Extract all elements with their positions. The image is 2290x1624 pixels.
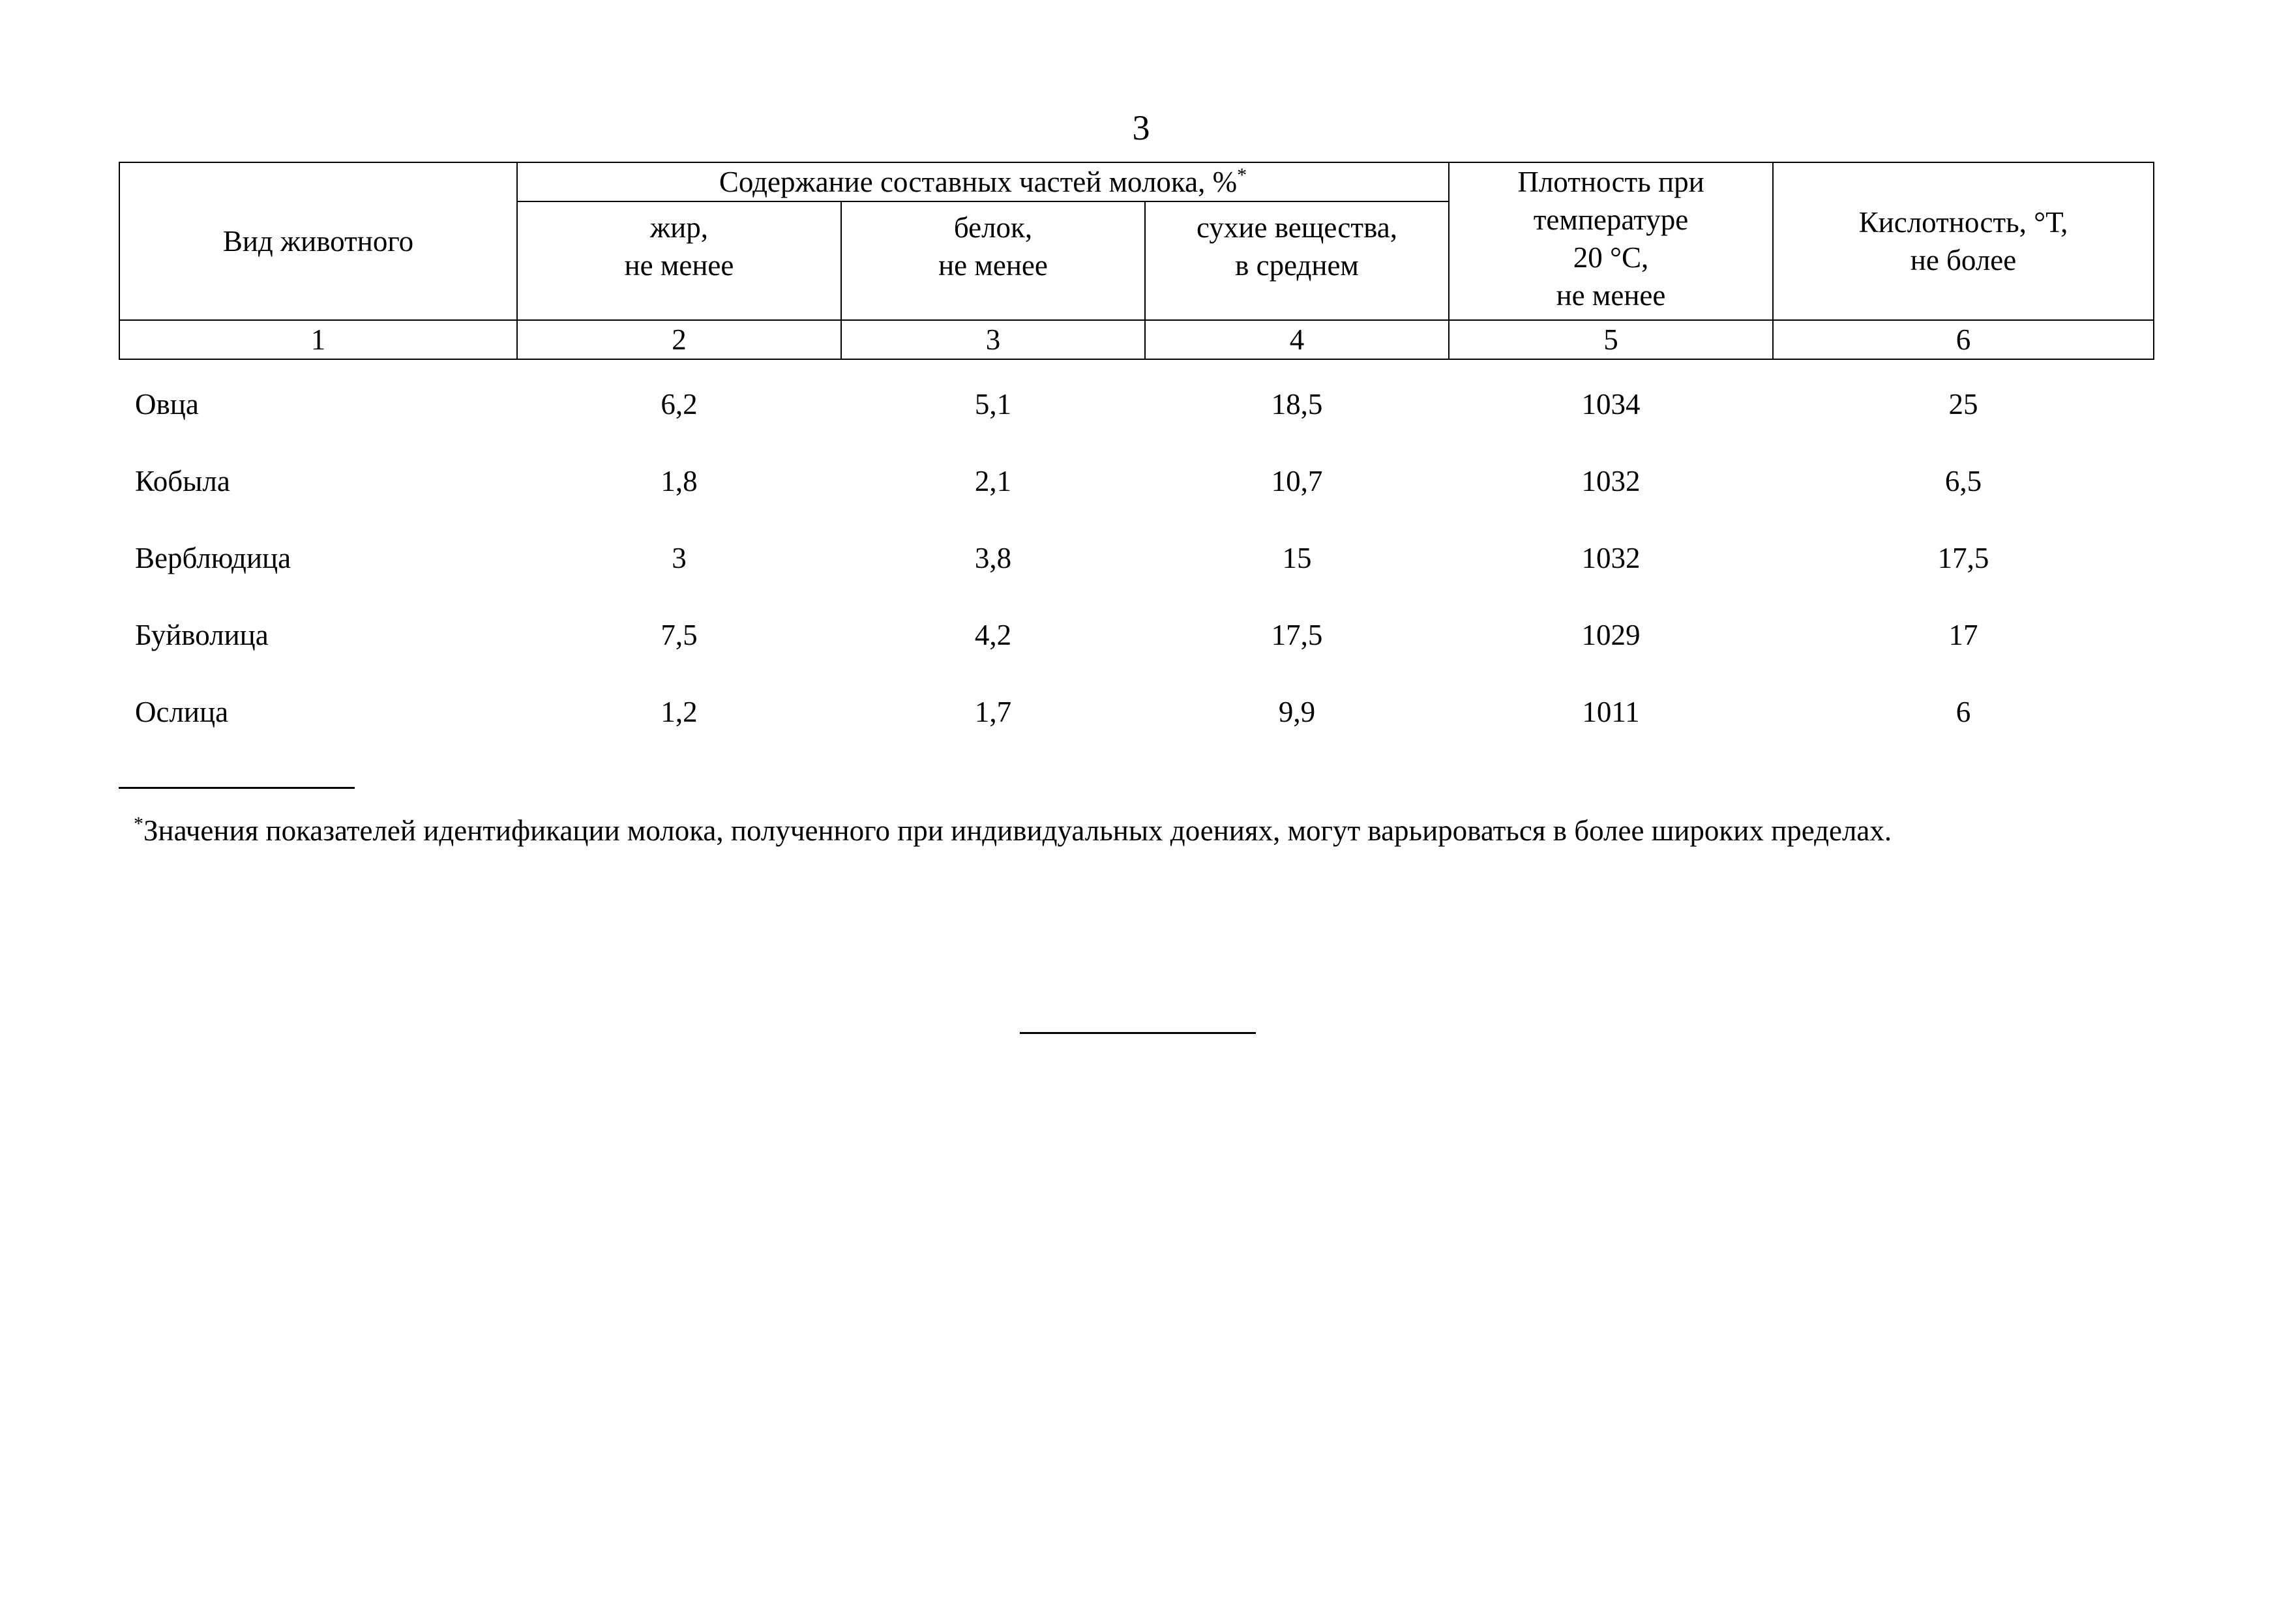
- cell-density: 1032: [1581, 542, 1641, 574]
- cell-protein: 1,7: [974, 696, 1012, 728]
- cell-protein: 3,8: [974, 542, 1012, 574]
- header-fat-line: жир,: [650, 211, 708, 244]
- header-composition-group: [517, 162, 1449, 201]
- cell-acidity: 6,5: [1944, 465, 1982, 497]
- header-density-line: температуре: [1533, 203, 1689, 236]
- cell-density: 1034: [1581, 388, 1641, 421]
- cell-density: 1032: [1581, 465, 1641, 497]
- header-fat: [517, 201, 841, 320]
- column-number: 5: [1449, 320, 1773, 359]
- footnote-marker: *: [134, 813, 143, 834]
- cell-fat: 1,2: [661, 696, 698, 728]
- cell-protein: 5,1: [974, 388, 1012, 421]
- end-of-document-rule: [1020, 1032, 1256, 1034]
- cell-density: 1029: [1581, 619, 1641, 651]
- column-number: 4: [1145, 320, 1449, 359]
- header-protein-line: не менее: [938, 249, 1048, 282]
- cell-animal: Кобыла: [135, 465, 230, 497]
- cell-fat: 3: [672, 542, 687, 574]
- header-protein: [841, 201, 1145, 320]
- cell-acidity: 6: [1955, 696, 1971, 728]
- header-fat-line: не менее: [624, 249, 734, 282]
- footnote-text: Значения показателей идентификации молока, полученного при индивидуальных доениях, могут варьироваться в более широких пределах.: [143, 814, 1892, 847]
- cell-solids: 17,5: [1271, 619, 1323, 651]
- cell-solids: 15: [1282, 542, 1312, 574]
- header-acidity: [1773, 162, 2154, 320]
- page-number: 3: [1132, 108, 1150, 147]
- header-animal: Вид животного: [119, 162, 517, 320]
- header-solids: [1145, 201, 1449, 320]
- header-acidity-line: Кислотность, °Т,: [1858, 206, 2068, 239]
- cell-solids: 18,5: [1271, 388, 1323, 421]
- header-solids-line: в среднем: [1235, 249, 1359, 282]
- cell-fat: 6,2: [661, 388, 698, 421]
- cell-acidity: 17: [1948, 619, 1978, 651]
- cell-acidity: 25: [1948, 388, 1978, 421]
- table-row: [119, 359, 2154, 443]
- cell-animal: Ослица: [135, 696, 229, 728]
- cell-protein: 4,2: [974, 619, 1012, 651]
- table-row: [119, 673, 2154, 750]
- header-composition-footnote-marker: *: [1237, 164, 1247, 186]
- footnote-divider: [119, 787, 355, 789]
- column-number: 6: [1773, 320, 2154, 359]
- cell-fat: 7,5: [661, 619, 698, 651]
- cell-solids: 9,9: [1278, 696, 1316, 728]
- header-density-line: не менее: [1556, 279, 1666, 312]
- cell-fat: 1,8: [661, 465, 698, 497]
- header-density-line: Плотность при: [1517, 166, 1704, 198]
- header-density: [1449, 162, 1773, 320]
- cell-animal: Верблюдица: [135, 542, 291, 574]
- table-header: [119, 162, 2154, 359]
- table-body: [119, 359, 2154, 750]
- column-numbers-row: [119, 320, 2154, 359]
- cell-animal: Буйволица: [135, 619, 269, 651]
- cell-protein: 2,1: [974, 465, 1012, 497]
- header-solids-line: сухие вещества,: [1197, 211, 1397, 244]
- column-number: 3: [841, 320, 1145, 359]
- column-number: 2: [517, 320, 841, 359]
- header-density-line: 20 °С,: [1573, 241, 1649, 274]
- column-number: 1: [119, 320, 517, 359]
- footnote: [134, 812, 2220, 849]
- header-row-1: [119, 162, 2154, 201]
- table-row: [119, 443, 2154, 520]
- cell-acidity: 17,5: [1937, 542, 1989, 574]
- header-protein-line: белок,: [953, 211, 1033, 244]
- cell-animal: Овца: [135, 388, 199, 421]
- cell-density: 1011: [1582, 696, 1640, 728]
- milk-composition-table-container: [119, 162, 2153, 750]
- table-row: [119, 597, 2154, 673]
- cell-solids: 10,7: [1271, 465, 1323, 497]
- table-row: [119, 520, 2154, 597]
- milk-composition-table: [119, 162, 2154, 750]
- header-composition-label: Содержание составных частей молока, %: [719, 166, 1238, 198]
- header-acidity-line: не более: [1910, 244, 2017, 276]
